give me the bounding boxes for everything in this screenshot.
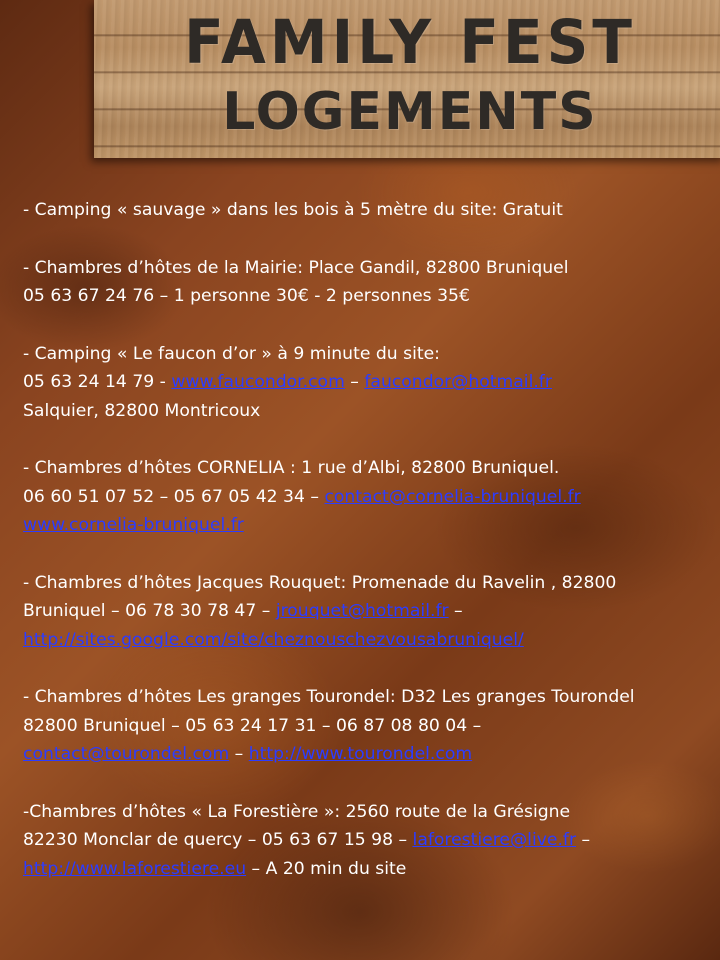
sign-title-family-fest: FAMILY FEST <box>184 6 636 78</box>
separator: – <box>229 744 249 764</box>
entry-camping-sauvage <box>23 196 720 225</box>
entry-website-line <box>23 855 720 884</box>
entry-distance: – A 20 min du site <box>246 858 407 879</box>
entry-text: - Chambres d’hôtes CORNELIA : 1 rue d’Albi, 82800 Bruniquel. <box>23 458 560 478</box>
entry-camping-faucon-dor <box>23 340 720 426</box>
entry-chambres-forestiere <box>23 798 720 884</box>
entry-text: - Chambres d’hôtes de la Mairie: Place Gandil, 82800 Bruniquel <box>23 257 569 278</box>
entry-chambres-mairie <box>23 254 720 311</box>
accommodation-list <box>23 196 720 912</box>
entry-chambres-rouquet <box>23 569 720 655</box>
entry-text: - Chambres d’hôtes Les granges Tourondel: D32 Les granges Tourondel <box>23 687 635 707</box>
entry-phone: Bruniquel – 06 78 30 78 47 – <box>23 601 276 621</box>
entry-contact: 05 63 67 24 76 – 1 personne 30€ - 2 personnes 35€ <box>23 286 470 306</box>
email-link[interactable]: contact@tourondel.com <box>23 744 230 764</box>
entry-text: - Chambres d’hôtes Jacques Rouquet: Promenade du Ravelin , 82800 <box>23 572 617 593</box>
entry-website-line <box>23 626 720 655</box>
email-link[interactable]: jrouquet@hotmail.fr <box>275 601 449 621</box>
sign-title-logements: LOGEMENTS <box>222 82 598 142</box>
entry-chambres-tourondel <box>23 683 720 769</box>
entry-phone: 82230 Monclar de quercy – 05 63 67 15 98 – <box>23 830 413 850</box>
entry-contact-line <box>23 368 720 397</box>
entry-contact-line <box>23 826 720 855</box>
wooden-sign-header <box>94 0 720 158</box>
website-link[interactable]: http://www.tourondel.com <box>248 744 473 764</box>
email-link[interactable]: laforestiere@live.fr <box>412 830 577 850</box>
entry-address: Salquier, 82800 Montricoux <box>23 400 261 421</box>
entry-contact-line <box>23 597 720 626</box>
entry-phone: 05 63 24 14 79 - <box>23 372 172 392</box>
website-link[interactable]: www.cornelia-bruniquel.fr <box>23 515 244 535</box>
entry-contact-line <box>23 483 720 512</box>
website-link[interactable]: www.faucondor.com <box>171 372 345 392</box>
website-link[interactable]: http://sites.google.com/site/cheznouschezvousabruniquel/ <box>23 629 524 650</box>
entry-chambres-cornelia <box>23 454 720 540</box>
website-link[interactable]: http://www.laforestiere.eu <box>23 858 247 879</box>
entry-phone: 06 60 51 07 52 – 05 67 05 42 34 – <box>23 486 325 507</box>
entry-contact: 82800 Bruniquel – 05 63 24 17 31 – 06 87 08 80 04 – <box>23 715 482 736</box>
email-link[interactable]: contact@cornelia-bruniquel.fr <box>324 486 581 507</box>
separator: – <box>576 830 591 850</box>
separator: – <box>448 601 463 621</box>
entry-links-line <box>23 740 720 769</box>
entry-website-line <box>23 511 720 540</box>
entry-text: -Chambres d’hôtes « La Forestière »: 2560 route de la Grésigne <box>23 801 571 822</box>
entry-text: - Camping « sauvage » dans les bois à 5 mètre du site: Gratuit <box>23 200 563 220</box>
separator: – <box>344 372 365 392</box>
entry-text: - Camping « Le faucon d’or » à 9 minute du site: <box>23 343 440 364</box>
email-link[interactable]: faucondor@hotmail.fr <box>364 372 552 392</box>
